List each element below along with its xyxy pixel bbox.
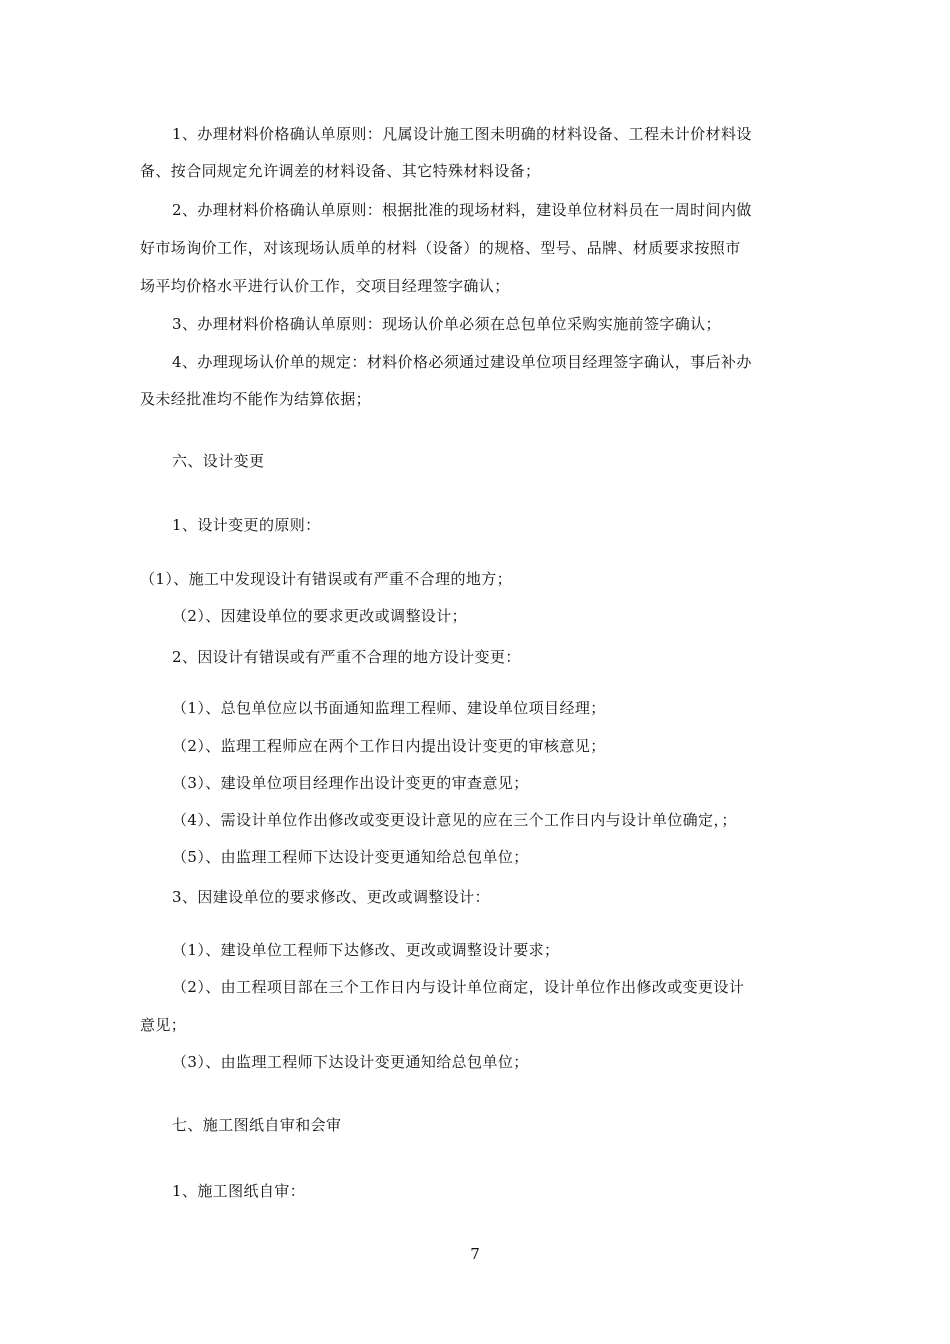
list-item: （2）、因建设单位的要求更改或调整设计； xyxy=(172,607,468,625)
paragraph-line: 1、办理材料价格确认单原则：凡属设计施工图未明确的材料设备、工程未计价材料设 xyxy=(172,125,752,143)
subsection-heading: 1、设计变更的原则： xyxy=(172,516,321,534)
list-item: （1）、总包单位应以书面通知监理工程师、建设单位项目经理； xyxy=(172,699,606,717)
subsection-heading: 2、因设计有错误或有严重不合理的地方设计变更： xyxy=(172,648,521,666)
paragraph-line: 2、办理材料价格确认单原则：根据批准的现场材料，建设单位材料员在一周时间内做 xyxy=(172,201,752,219)
list-item: （3）、由监理工程师下达设计变更通知给总包单位； xyxy=(172,1053,529,1071)
section-heading: 六、设计变更 xyxy=(172,452,265,470)
list-item: （5）、由监理工程师下达设计变更通知给总包单位； xyxy=(172,848,529,866)
paragraph-line: 好市场询价工作，对该现场认质单的材料（设备）的规格、型号、品牌、材质要求按照市 xyxy=(140,239,741,257)
subsection-heading: 3、因建设单位的要求修改、更改或调整设计： xyxy=(172,888,490,906)
paragraph-line: 及未经批准均不能作为结算依据； xyxy=(140,390,372,408)
list-item: （2）、由工程项目部在三个工作日内与设计单位商定，设计单位作出修改或变更设计 xyxy=(172,978,745,996)
list-item: （4）、需设计单位作出修改或变更设计意见的应在三个工作日内与设计单位确定，； xyxy=(172,811,737,829)
list-item: （1）、建设单位工程师下达修改、更改或调整设计要求； xyxy=(172,941,560,959)
paragraph-line: 3、办理材料价格确认单原则：现场认价单必须在总包单位采购实施前签字确认； xyxy=(172,315,721,333)
paragraph-line: 4、办理现场认价单的规定：材料价格必须通过建设单位项目经理签字确认，事后补办 xyxy=(172,353,752,371)
paragraph-line: 备、按合同规定允许调差的材料设备、其它特殊材料设备； xyxy=(140,162,541,180)
section-heading: 七、施工图纸自审和会审 xyxy=(172,1116,342,1134)
list-item: （3）、建设单位项目经理作出设计变更的审查意见； xyxy=(172,774,529,792)
subsection-heading: 1、施工图纸自审： xyxy=(172,1182,306,1200)
paragraph-line: 场平均价格水平进行认价工作，交项目经理签字确认； xyxy=(140,277,510,295)
list-item-continuation: 意见； xyxy=(140,1016,187,1034)
page-number: 7 xyxy=(470,1245,480,1263)
list-item: （1）、施工中发现设计有错误或有严重不合理的地方； xyxy=(140,570,513,588)
list-item: （2）、监理工程师应在两个工作日内提出设计变更的审核意见； xyxy=(172,737,606,755)
